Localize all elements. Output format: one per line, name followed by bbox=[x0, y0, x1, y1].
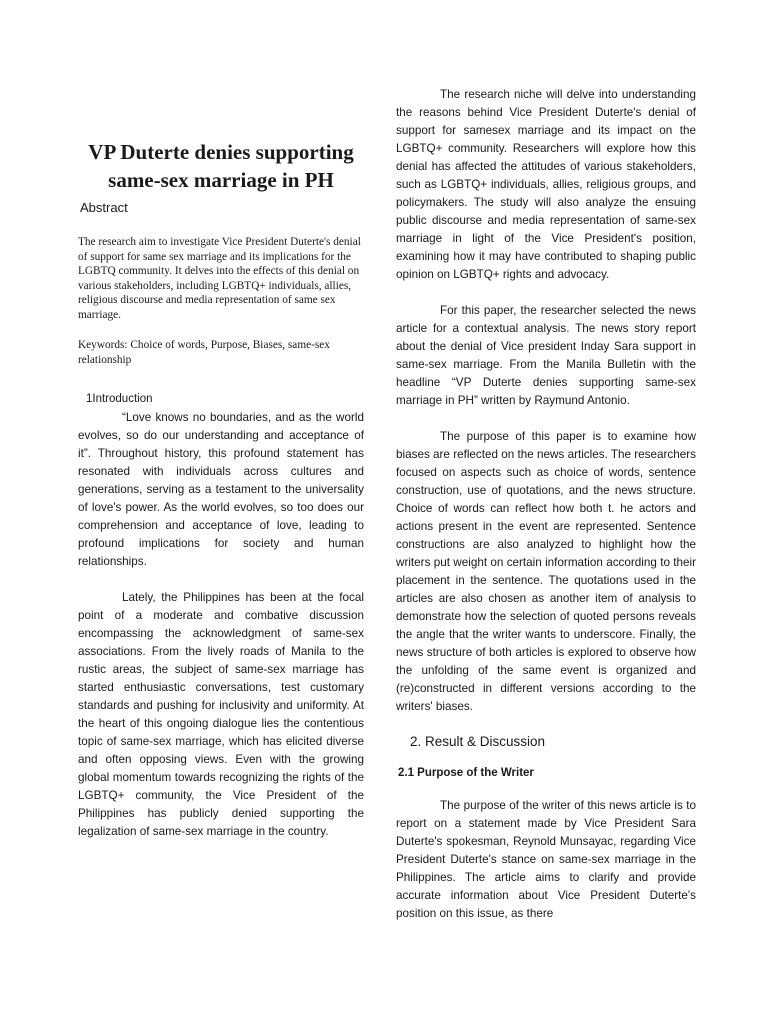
right-column bbox=[396, 86, 696, 923]
results-discussion-heading: 2. Result & Discussion bbox=[410, 734, 546, 749]
intro-paragraph-1: “Love knows no boundaries, and as the world evolves, so do our understanding and acceptance of it”. Throughout history, this profound statement has resonated with individuals across cultures and generations, serving as a testament to the universality of love's power. As the world evolves, so too does our comprehension and acceptance of love, leading to profound implications for society and human relationships. bbox=[78, 410, 364, 568]
paper-purpose-paragraph: The purpose of this paper is to examine how biases are reflected on the news articles. The researchers focused on aspects such as choice of words, sentence construction, use of quotations, and the news structure. Choice of words can reflect how both t. he actors and actions present in the event are represented. Sentence constructions are also analyzed to highlight how the writers put weight on certain information according to their placement in the sentence. The quotations used in the articles are also chosen as another item of analysis to demonstrate how the selection of quoted persons reveals the angle that the writer wants to underscore. Finally, the news structure of both articles is explored to observe how the unfolding of the same event is organized and (re)constructed in different versions according to the writers' biases. bbox=[396, 430, 696, 713]
introduction-heading: 1Introduction bbox=[86, 392, 153, 405]
research-niche-paragraph: The research niche will delve into understanding the reasons behind Vice President Duterte's denial of support for samesex marriage and its impact on the LGBTQ+ community. Researchers will explore how this denial has affected the attitudes of various stakeholders, such as LGBTQ+ individuals, allies, religious groups, and policymakers. The study will also analyze the ensuing public discourse and media representation of same-sex marriage in light of the Vice President's position, examining how it may have contributed to shaping public opinion on LGBTQ+ rights and advocacy. bbox=[396, 88, 696, 281]
paragraph-spacer bbox=[396, 410, 696, 428]
paragraph-spacer bbox=[78, 571, 364, 589]
paragraph-spacer bbox=[396, 284, 696, 302]
abstract-text: The research aim to investigate Vice President Duterte's denial of support for same sex marriage and its implications for the LGBTQ community. It delves into the effects of this denial on various stakeholders, including LGBTQ+ individuals, allies, religious discourse and media representation of same sex marriage. bbox=[78, 236, 361, 321]
purpose-of-writer-heading: 2.1 Purpose of the Writer bbox=[398, 767, 534, 779]
article-selection-paragraph: For this paper, the researcher selected the news article for a contextual analysis. The news story report about the denial of Vice president Inday Sara support in same-sex marriage. From the Manila Bulletin with the headline “VP Duterte denies supporting same-sex marriage in PH” written by Raymund Antonio. bbox=[396, 304, 696, 407]
abstract-heading: Abstract bbox=[80, 200, 128, 215]
keywords: Keywords: Choice of words, Purpose, Biases, same-sex relationship bbox=[78, 338, 330, 366]
writer-purpose-paragraph: The purpose of the writer of this news article is to report on a statement made by Vice President Sara Duterte's spokesman, Reynold Munsayac, regarding Vice President Duterte's stance on same-sex marriage in the Philippines. The article aims to clarify and provide accurate information about Vice President Duterte's position on this issue, as there bbox=[396, 799, 696, 920]
article-title: VP Duterte denies supporting same-sex marriage in PH bbox=[88, 140, 354, 192]
left-column bbox=[78, 138, 364, 841]
intro-paragraph-2: Lately, the Philippines has been at the focal point of a moderate and combative discussion encompassing the acknowledgment of same-sex associations. From the lively roads of Manila to the rustic areas, the subject of same-sex marriage has started enthusiastic conversations, test customary standards and pushing for inclusivity and uniformity. At the heart of this ongoing dialogue lies the contentious topic of same-sex marriage, which has elicited diverse and often opposing views. Even with the growing global momentum towards recognizing the rights of the LGBTQ+ community, the Vice President of the Philippines has publicly denied supporting the legalization of same-sex marriage in the country. bbox=[78, 590, 364, 838]
